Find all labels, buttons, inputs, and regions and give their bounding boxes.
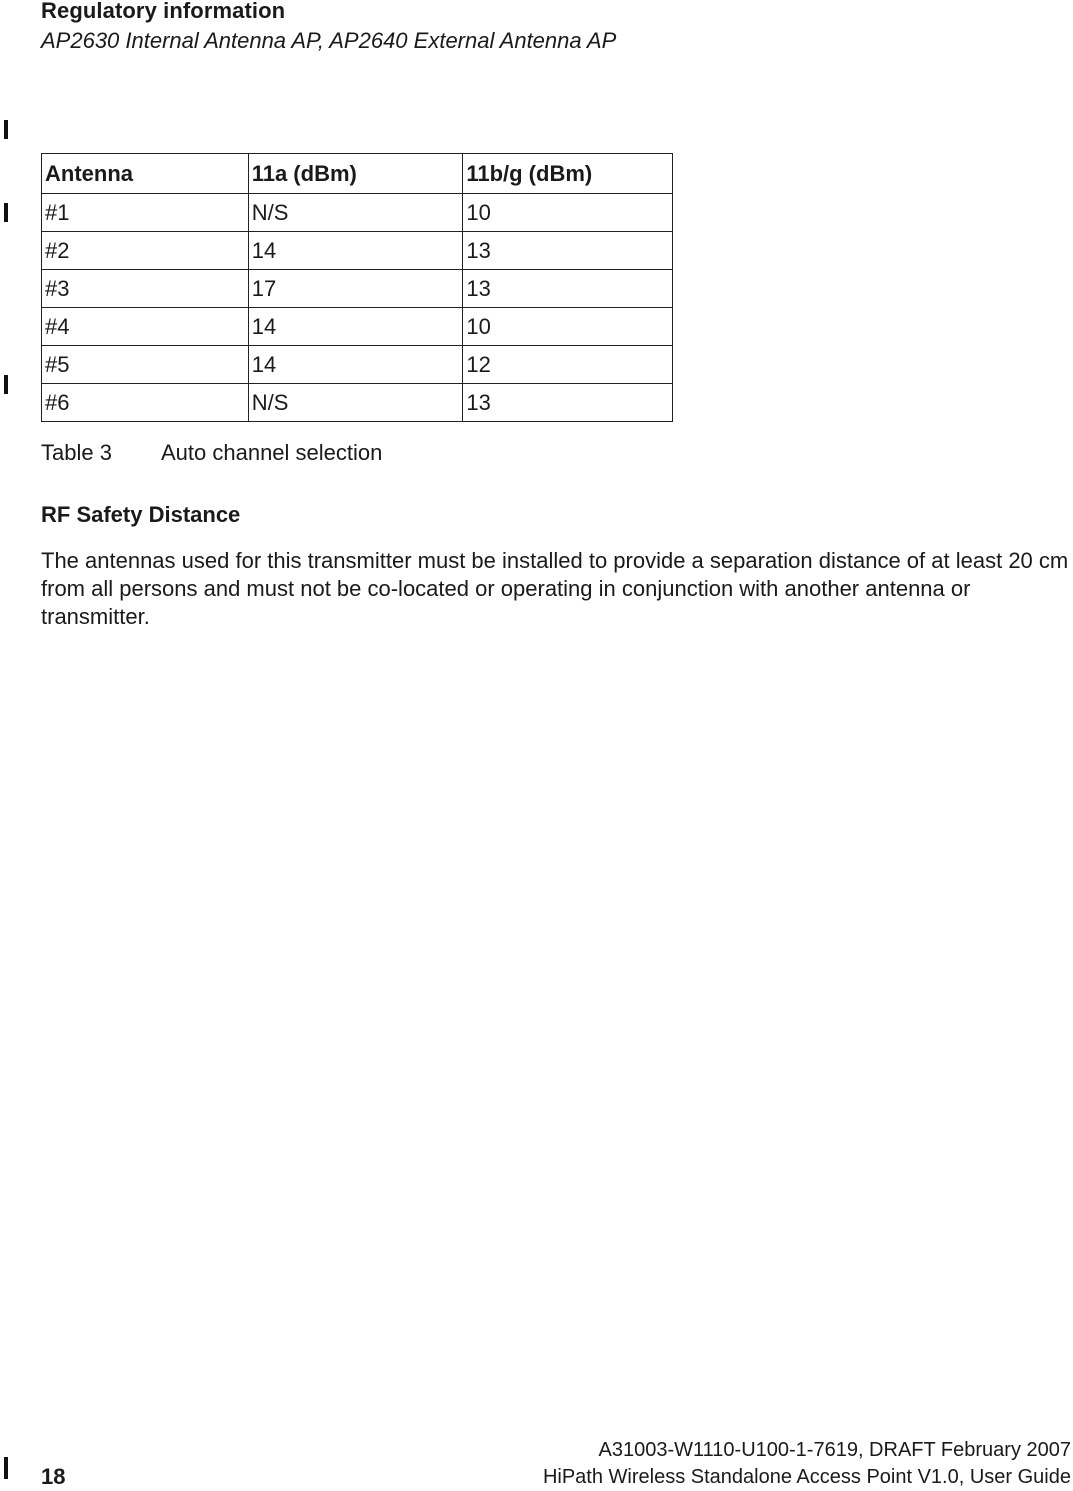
change-bar [4,1457,8,1479]
column-header-11a: 11a (dBm) [248,154,463,194]
table-cell: 13 [463,384,673,422]
table-cell: #5 [42,346,249,384]
table-cell: 10 [463,194,673,232]
table-cell: 12 [463,346,673,384]
table-cell: 14 [248,232,463,270]
table-caption [41,440,382,466]
antenna-power-table [41,153,673,422]
table-row [42,384,673,422]
table-header-row [42,154,673,194]
footer-doc-id: A31003-W1110-U100-1-7619, DRAFT February 2007 [598,1439,1071,1461]
footer-info [543,1437,1071,1491]
header-subtitle: AP2630 Internal Antenna AP, AP2640 External Antenna AP [41,28,617,53]
caption-text: Auto channel selection [161,440,383,465]
table-cell: #2 [42,232,249,270]
table-row [42,308,673,346]
table-cell: #3 [42,270,249,308]
table-cell: #1 [42,194,249,232]
table-cell: 10 [463,308,673,346]
table-cell: N/S [248,384,463,422]
change-bar [4,375,8,394]
footer-guide-title: HiPath Wireless Standalone Access Point V1.0, User Guide [542,1466,1071,1488]
body-paragraph: The antennas used for this transmitter must be installed to provide a separation distance of at least 20 cm from all persons and must not be co-located or operating in conjunction with another antenna or transmitter. [41,548,1069,629]
column-header-11bg: 11b/g (dBm) [463,154,673,194]
caption-label: Table 3 [41,440,112,465]
table-cell: N/S [248,194,463,232]
table-cell: #6 [42,384,249,422]
table-cell: 14 [248,308,463,346]
table-row [42,194,673,232]
change-bar [4,120,8,139]
table-row [42,232,673,270]
change-bar [4,203,8,222]
column-header-antenna: Antenna [42,154,249,194]
table-cell: 14 [248,346,463,384]
table-row [42,270,673,308]
section-heading: RF Safety Distance [41,502,241,527]
table-row [42,346,673,384]
table-cell: 13 [463,232,673,270]
table-cell: 13 [463,270,673,308]
header-title: Regulatory information [41,0,286,23]
table-cell: #4 [42,308,249,346]
table-cell: 17 [248,270,463,308]
page-number: 18 [41,1464,66,1489]
